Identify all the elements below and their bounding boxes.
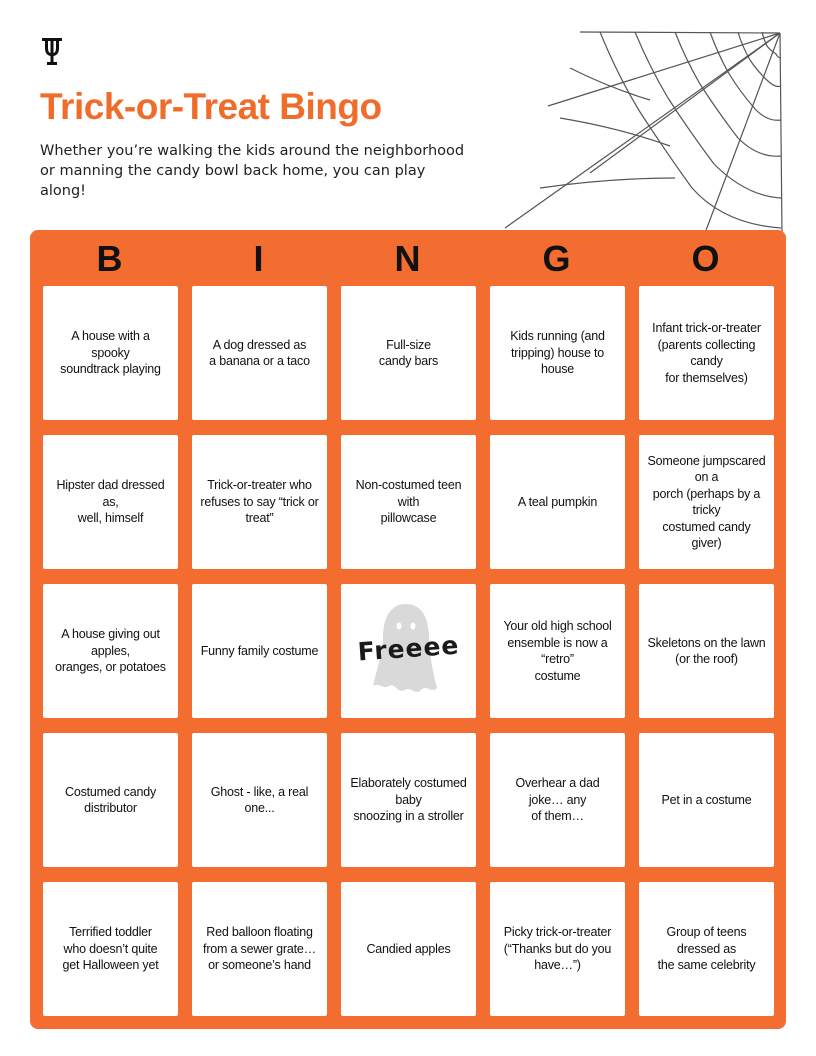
square-label: Funny family costume	[200, 643, 319, 658]
square-label: Hipster dad dressed as, well, himself	[56, 478, 165, 526]
page-subtitle: Whether you’re walking the kids around the neighborhood or manning the candy bowl back home, you can play along!	[40, 143, 465, 199]
free-square[interactable]	[341, 584, 476, 718]
square-label: Kids running (and tripping) house to house	[510, 329, 605, 377]
column-letter-i: I	[253, 238, 264, 279]
bingo-square[interactable]	[639, 584, 774, 718]
bingo-square[interactable]	[341, 435, 476, 569]
square-label: Full-size candy bars	[378, 337, 439, 368]
square-label: Infant trick-or-treater (parents collecting candy for themselves)	[652, 321, 761, 385]
bingo-square[interactable]	[490, 286, 625, 420]
square-label: A house with a spooky soundtrack playing	[60, 329, 161, 377]
bingo-square[interactable]	[490, 733, 625, 867]
bingo-board	[30, 230, 786, 1029]
bingo-square[interactable]	[43, 435, 178, 569]
bingo-square[interactable]	[490, 435, 625, 569]
bingo-square[interactable]	[192, 584, 327, 718]
square-label: Trick-or-treater who refuses to say “trick or treat”	[200, 478, 319, 526]
column-letter-o: O	[691, 238, 720, 279]
bingo-square[interactable]	[192, 882, 327, 1016]
square-label: A teal pumpkin	[517, 494, 598, 509]
bingo-square[interactable]	[490, 584, 625, 718]
free-label: Freeee	[356, 630, 461, 667]
bingo-square[interactable]	[639, 286, 774, 420]
bingo-square[interactable]	[43, 286, 178, 420]
square-label: A house giving out apples, oranges, or potatoes	[55, 627, 166, 675]
square-label: Elaborately costumed baby snoozing in a stroller	[350, 776, 467, 824]
square-label: Your old high school ensemble is now a “retro” costume	[503, 619, 612, 683]
bingo-square[interactable]	[490, 882, 625, 1016]
bingo-square[interactable]	[43, 584, 178, 718]
square-label: Pet in a costume	[661, 792, 752, 807]
square-label: Group of teens dressed as the same celebrity	[657, 925, 756, 973]
square-label: Picky trick-or-treater (“Thanks but do you have…”)	[503, 925, 612, 973]
square-label: Red balloon floating from a sewer grate… or someone’s hand	[203, 925, 316, 973]
page-title: Trick-or-Treat Bingo	[40, 86, 382, 127]
bingo-square[interactable]	[639, 733, 774, 867]
square-label: Ghost - like, a real one...	[210, 784, 309, 815]
bingo-square[interactable]	[43, 882, 178, 1016]
column-letter-g: G	[542, 238, 571, 279]
free-square-content	[341, 584, 476, 718]
square-label: Terrified toddler who doesn’t quite get Halloween yet	[62, 925, 159, 973]
square-label: A dog dressed as a banana or a taco	[209, 337, 310, 368]
square-label: Overhear a dad joke… any of them…	[515, 776, 600, 824]
bingo-square[interactable]	[192, 733, 327, 867]
square-label: Costumed candy distributor	[65, 784, 156, 815]
bingo-square[interactable]	[341, 286, 476, 420]
spiderweb-icon	[500, 28, 790, 233]
bingo-square[interactable]	[639, 882, 774, 1016]
bingo-square[interactable]	[192, 286, 327, 420]
square-label: Someone jumpscared on a porch (perhaps by a tricky costumed candy giver)	[647, 453, 766, 550]
square-label: Candied apples	[366, 941, 451, 956]
bingo-square[interactable]	[639, 435, 774, 569]
bingo-square[interactable]	[341, 882, 476, 1016]
square-label: Non-costumed teen with pillowcase	[355, 478, 462, 526]
column-letter-b: B	[96, 238, 123, 279]
column-letter-n: N	[394, 238, 421, 279]
iu-trident-logo-icon	[40, 38, 64, 66]
bingo-square[interactable]	[192, 435, 327, 569]
bingo-square[interactable]	[341, 733, 476, 867]
square-label: Skeletons on the lawn (or the roof)	[647, 635, 766, 666]
bingo-square[interactable]	[43, 733, 178, 867]
